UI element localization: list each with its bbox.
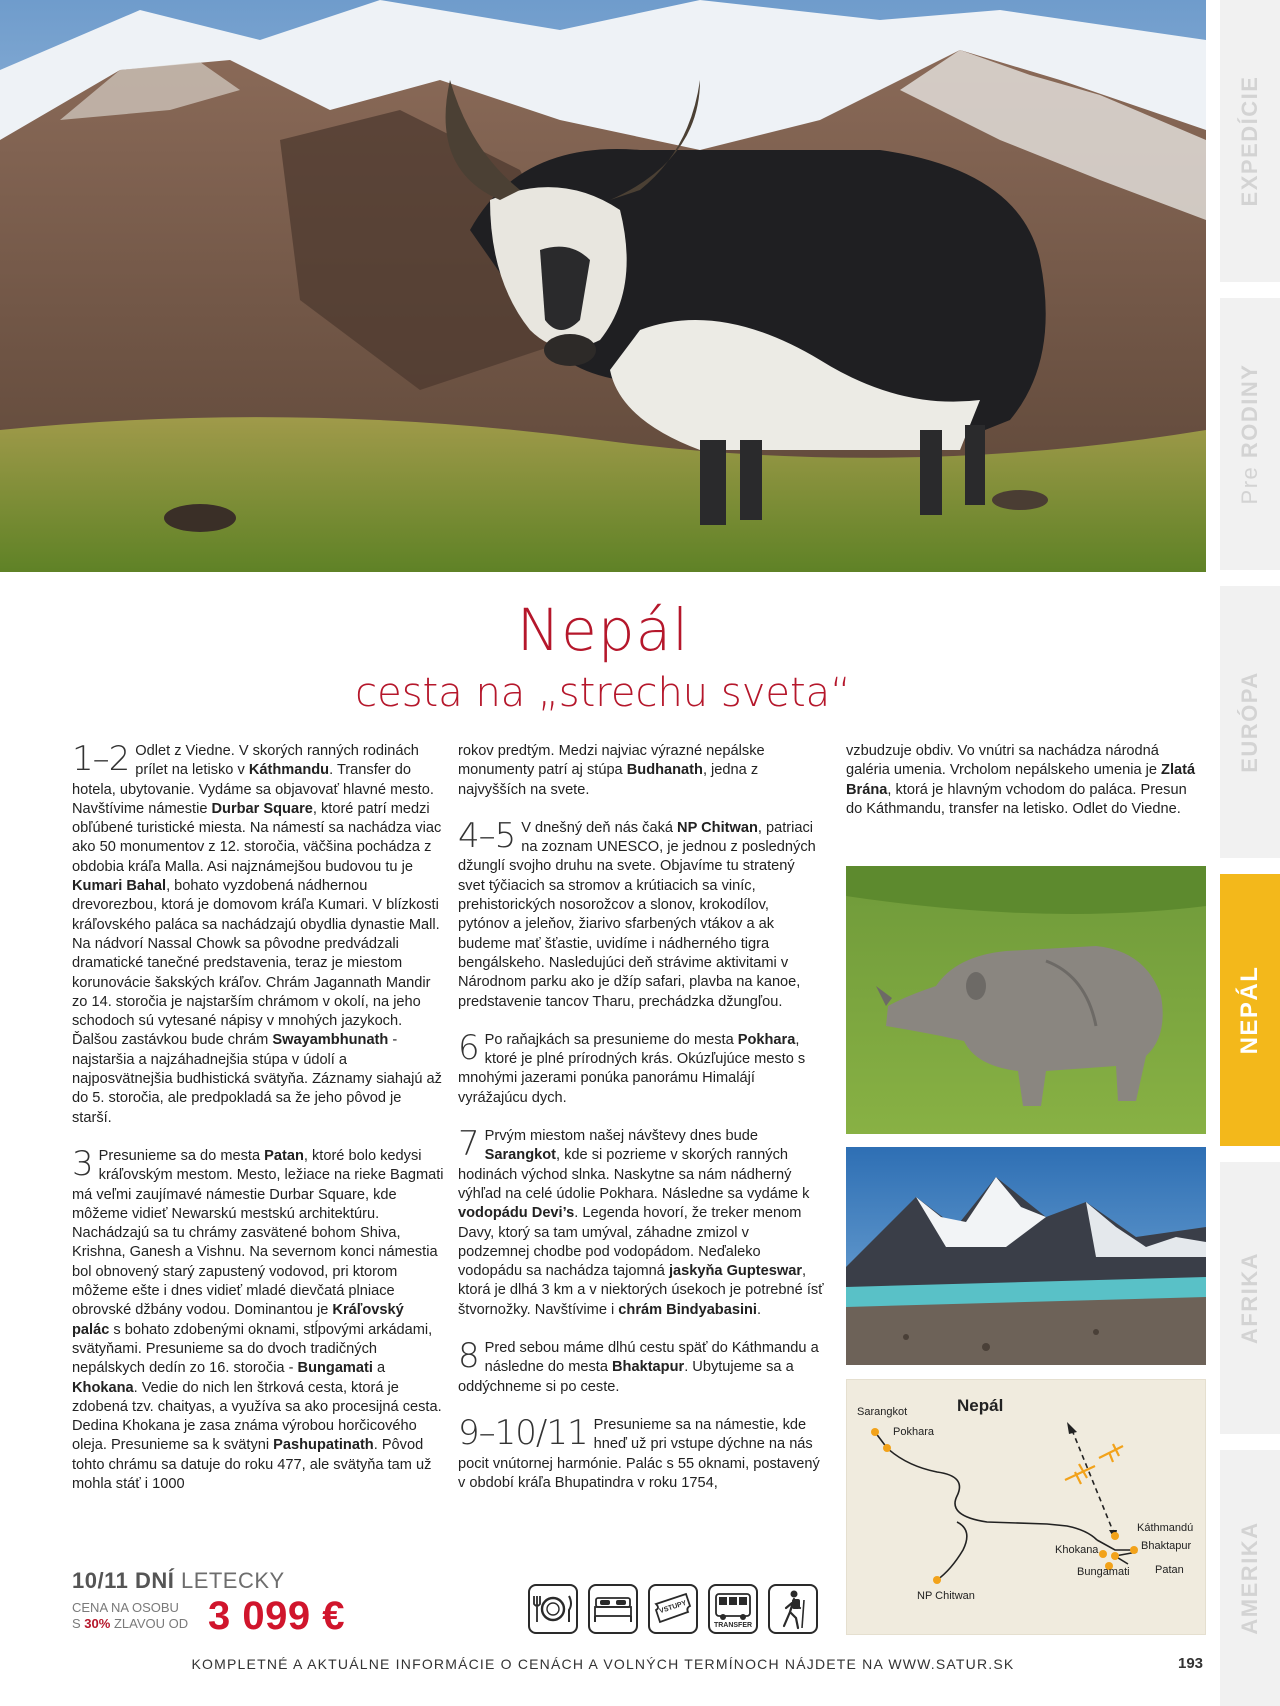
- day-number: 9–10/11: [458, 1412, 588, 1453]
- meals-icon: [528, 1584, 578, 1634]
- itinerary-day-8: 8 Pred sebou máme dlhú cestu späť do Káthmandu a následne do mesta Bhaktapur. Ubytujeme sa a oddýchneme si po ceste.: [458, 1336, 819, 1395]
- day-number: 6: [458, 1027, 479, 1068]
- yak-mountain-illustration: [0, 0, 1206, 572]
- map-label-sarangkot: Sarangkot: [857, 1406, 908, 1418]
- itinerary-day-1-2: 1–2 Odlet z Viedne. V skorých ranných rodinách prílet na letisko v Káthmandu. Transfer do hotela, ubytovanie. Vydáme sa objavovať hlavné mesto. Navštívime námestie Durbar Square, ktoré patrí medzi obľúbené turistické miesta. Na námestí sa nachádza viac ako 50 monumentov z 12. storočia, väčšina pochádza z obdobia kráľa Malla. Asi najznámejšou budovou tu je Kumari Bahal, bohato vyzdobená nádhernou drevorezbou, ktorá je domovom kráľa Kumari. V blízkosti kráľovského paláca sa nachádzajú obydlia dynastie Mall. Na nádvorí Nassal Chowk sa pôvodne predvádzali dramatické tanečné predstavenia, teraz je miestom korunovácie šakských kráľov. Chrám Jagannath Mandir zo 14. storočia je najstarším chrámom v okolí, na jeho schodoch sú vytesané nápisy v mnohých jazykoch. Ďalšou zastávkou bude chrám Swayambhunath - najstaršia a najzáhadnejšia stúpa v údolí a najposvätnejšia budhistická svätyňa. Záznamy siahajú až do 5. storočia, ale predpokladá sa že jeho pôvod je starší.: [72, 739, 442, 1126]
- trip-duration: 10/11 DNÍ LETECKY: [72, 1568, 285, 1593]
- tab-pre-rodiny[interactable]: Pre RODINY: [1220, 298, 1280, 570]
- tab-expedicie[interactable]: [1220, 0, 1280, 282]
- bus-icon: TRANSFER: [708, 1584, 758, 1634]
- tab-europa[interactable]: [1220, 586, 1280, 858]
- page-title: Nepál: [516, 596, 690, 664]
- tab-nepal[interactable]: [1220, 874, 1280, 1146]
- rhino-illustration: [846, 866, 1206, 1134]
- day-number: 3: [72, 1143, 93, 1184]
- itinerary-day-4-5: 4–5 V dnešný deň nás čaká NP Chitwan, patriaci na zoznam UNESCO, je jednou z posledných džunglí svojho druhu na svete. Objavíme tu stratený svet týčiacich sa stromov a krútiacich sa viníc, prehistorických nosorožcov a slonov, krokodílov, pytónov a jeleňov, žiarivo sfarbených vtákov a ak budeme mať šťastie, uvidíme i nádherného tigra bengálskeho. Nasledujúci deň strávime aktivitami v Národnom parku ako je džíp safari, plavba na kanoe, predstavenie tancov Tharu, prechádzka džungľou.: [458, 815, 816, 1010]
- photo-rhino: [846, 866, 1206, 1134]
- map-point-sarangkot: [871, 1428, 879, 1436]
- map-point-khokana: [1099, 1550, 1107, 1558]
- itinerary-day-9-11-continued: vzbudzuje obdiv. Vo vnútri sa nachádza národná galéria umenia. Vrcholom nepálskeho umenia je Zlatá Brána, ktorá je hlavným vchodom do paláca. Presun do Káthmandu, transfer na letisko. Odlet do Viedne.: [846, 743, 1196, 817]
- tab-label: RODINY: [1237, 363, 1262, 459]
- tab-afrika[interactable]: [1220, 1162, 1280, 1434]
- tab-label: EXPEDÍCIE: [1237, 75, 1262, 207]
- route-map: [846, 1379, 1206, 1635]
- ticket-icon: VSTUPY: [648, 1584, 698, 1634]
- tab-label: EURÓPA: [1237, 671, 1262, 773]
- map-label-patan: Patan: [1155, 1564, 1184, 1576]
- day-number: 8: [458, 1336, 479, 1377]
- airplane-icon: [1065, 1444, 1123, 1484]
- page-number: 193: [1178, 1655, 1204, 1672]
- footer-info: KOMPLETNÉ A AKTUÁLNE INFORMÁCIE O CENÁCH A VOLNÝCH TERMÍNOCH NÁJDETE NA WWW.SATUR.SK: [191, 1656, 1015, 1672]
- mountain-lake-illustration: [846, 1147, 1206, 1365]
- day-number: 1–2: [72, 739, 130, 779]
- itinerary-column-2: [458, 742, 824, 1512]
- map-label-chitwan: NP Chitwan: [917, 1590, 975, 1602]
- hiking-icon: [768, 1584, 818, 1634]
- itinerary-day-3-continued: rokov predtým. Medzi najviac výrazné nepálske monumenty patrí aj stúpa Budhanath, jedna z najvyšších na svete.: [458, 743, 765, 798]
- tab-label: NEPÁL: [1236, 965, 1263, 1055]
- itinerary-day-6: 6 Po raňajkách sa presunieme do mesta Pokhara, ktoré je plné prírodných krás. Okúzľujúce mesto s mnohými jazerami ponúka panorámu Himalájí vyrážajúcu dych.: [458, 1027, 806, 1106]
- map-point-bhaktapur: [1130, 1546, 1138, 1554]
- photo-mountain-lake: [846, 1147, 1206, 1365]
- itinerary-column-3: [846, 742, 1206, 838]
- hero-photo-yak: [0, 0, 1206, 572]
- map-label-khokana: Khokana: [1055, 1544, 1099, 1556]
- price-value: 3 099 €: [208, 1594, 345, 1638]
- map-point-chitwan: [933, 1576, 941, 1584]
- map-title: Nepál: [957, 1396, 1004, 1415]
- bed-icon: [588, 1584, 638, 1634]
- map-label-kathmandu: Káthmandú: [1137, 1522, 1194, 1534]
- price-label: CENA NA OSOBU S 30% ZLAVOU OD: [72, 1600, 189, 1631]
- tab-label: AMERIKA: [1237, 1521, 1262, 1635]
- route-map-graphic: [847, 1380, 1207, 1636]
- itinerary-day-9-11: 9–10/11 Presunieme sa na námestie, kde hneď už pri vstupe dýchne na nás pocit vnútornej harmónie. Palác s 55 oknami, postavený v období kráľa Bhupatindra v roku 1754,: [458, 1412, 820, 1491]
- map-label-bungamati: Bungamati: [1077, 1566, 1130, 1578]
- tab-amerika[interactable]: [1220, 1450, 1280, 1706]
- day-number: 4–5: [458, 815, 516, 856]
- map-point-patan: [1111, 1552, 1119, 1560]
- map-label-pokhara: Pokhara: [893, 1426, 934, 1438]
- page-subtitle: cesta na „strechu sveta“: [355, 670, 851, 716]
- map-point-kathmandu: [1111, 1532, 1119, 1540]
- day-number: 7: [458, 1124, 479, 1165]
- section-tabs: [1220, 0, 1280, 1706]
- itinerary-day-7: 7 Prvým miestom našej návštevy dnes bude Sarangkot, kde si pozrieme v skorých ranných hodinách východ slnka. Naskytne sa nám nádherný výhľad na celé údolie Pokhara. Následne sa vydáme k vodopádu Devi’s. Legenda hovorí, že treker menom Davy, ktorý sa tam umýval, záhadne zmizol v podzemnej chodbe pod vodopádom. Neďaleko vodopádu sa nachádza tajomná jaskyňa Gupteswar, ktorá je dlhá 3 km a v niektorých úsekoch je potrebné ísť štvornožky. Navštívime i chrám Bindyabasini.: [458, 1124, 824, 1318]
- map-label-bhaktapur: Bhaktapur: [1141, 1540, 1192, 1552]
- itinerary-day-3: 3 Presunieme sa do mesta Patan, ktoré bolo kedysi kráľovským mestom. Mesto, ležiace na rieke Bagmati má veľmi zaujímavé námestie Durbar Square, kde môžeme vidieť Newarskú mestskú architektúru. Nachádzajú sa tu chrámy zasvätené bohom Shiva, Krishna, Ganesh a Vishnu. Na severnom konci námestia bol obnovený starý zapustený vodovod, pri ktorom môžeme ešte i dnes vidieť mladé dievčatá plniace obrovské džbány vodou. Dominantou je Kráľovský palác s bohato zdobenými oknami, stĺpovými arkádami, svätyňami. Presunieme sa do dvoch tradičných nepálskych dedín zo 16. storočia - Bungamati a Khokana. Vedie do nich len štrková cesta, ktorá je zdobená tzv. chaityas, a využíva sa ako procesijná cesta. Dedina Khokana je zasa známa výrobou horčicového oleja. Presunieme sa k svätyni Pashupatinath. Pôvod tohto chrámu sa datuje do roku 477, ale svätyňa tam už mohla stáť i 1000: [72, 1143, 444, 1492]
- itinerary-column-1: [72, 739, 444, 1513]
- tab-label: AFRIKA: [1237, 1251, 1262, 1345]
- map-point-pokhara: [883, 1444, 891, 1452]
